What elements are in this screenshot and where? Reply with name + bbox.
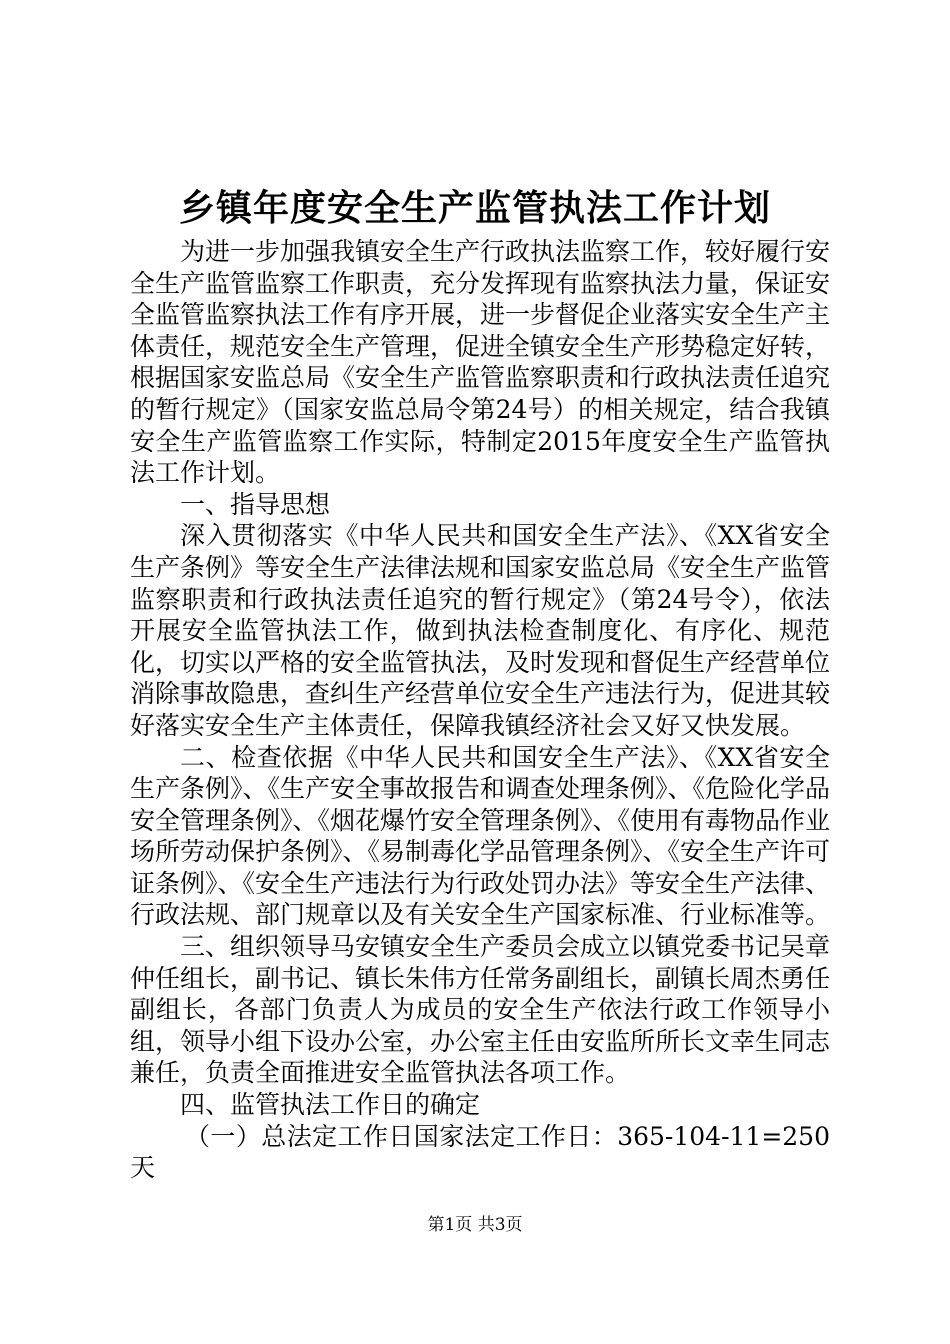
paragraph-intro: 为进一步加强我镇安全生产行政执法监察工作，较好履行安全生产监管监察工作职责，充分发挥现有监察执法力量，保证安全监管监察执法工作有序开展，进一步督促企业落实安全生产主体责任，规范安全生产管理，促进全镇安全生产形势稳定好转，根据国家安监总局《安全生产监管监察职责和行政执法责任追究的暂行规定》（国家安监总局令第24号）的相关规定，结合我镇安全生产监管监察工作实际，特制定2015年度安全生产监管执法工作计划。 [130,237,831,488]
page-footer: 第1页 共3页 [427,1215,523,1235]
paragraph-guiding-ideology: 深入贯彻落实《中华人民共和国安全生产法》、《XX省安全生产条例》等安全生产法律法规和国家安监总局《安全生产监管监察职责和行政执法责任追究的暂行规定》（第24号令），依法开展安全监管执法工作，做到执法检查制度化、有序化、规范化，切实以严格的安全监管执法，及时发现和督促生产经营单位消除事故隐患，查纠生产经营单位安全生产违法行为，促进其较好落实安全生产主体责任，保障我镇经济社会又好又快发展。 [130,521,831,740]
heading-guiding-ideology: 一、指导思想 [180,489,331,519]
heading-workday-determination: 四、监管执法工作日的确定 [180,1090,481,1120]
paragraph-inspection-basis: 二、检查依据《中华人民共和国安全生产法》、《XX省安全生产条例》、《生产安全事故报告和调查处理条例》、《危险化学品安全管理条例》、《烟花爆竹安全管理条例》、《使用有毒物品作业场所劳动保护条例》、《易制毒化学品管理条例》、《安全生产许可证条例》、《安全生产违法行为行政处罚办法》等安全生产法律、行政法规、部门规章以及有关安全生产国家标准、行业标准等。 [130,742,831,930]
paragraph-organization: 三、组织领导马安镇安全生产委员会成立以镇党委书记吴章仲任组长，副书记、镇长朱伟方任常务副组长，副镇长周杰勇任副组长，各部门负责人为成员的安全生产依法行政工作领导小组，领导小组下设办公室，办公室主任由安监所所长文幸生同志兼任，负责全面推进安全监管执法各项工作。 [130,932,831,1088]
paragraph-total-workdays: （一）总法定工作日国家法定工作日：365-104-11=250天 [130,1121,830,1183]
document-title: 乡镇年度安全生产监管执法工作计划 [178,187,771,229]
document-body [130,236,830,1184]
